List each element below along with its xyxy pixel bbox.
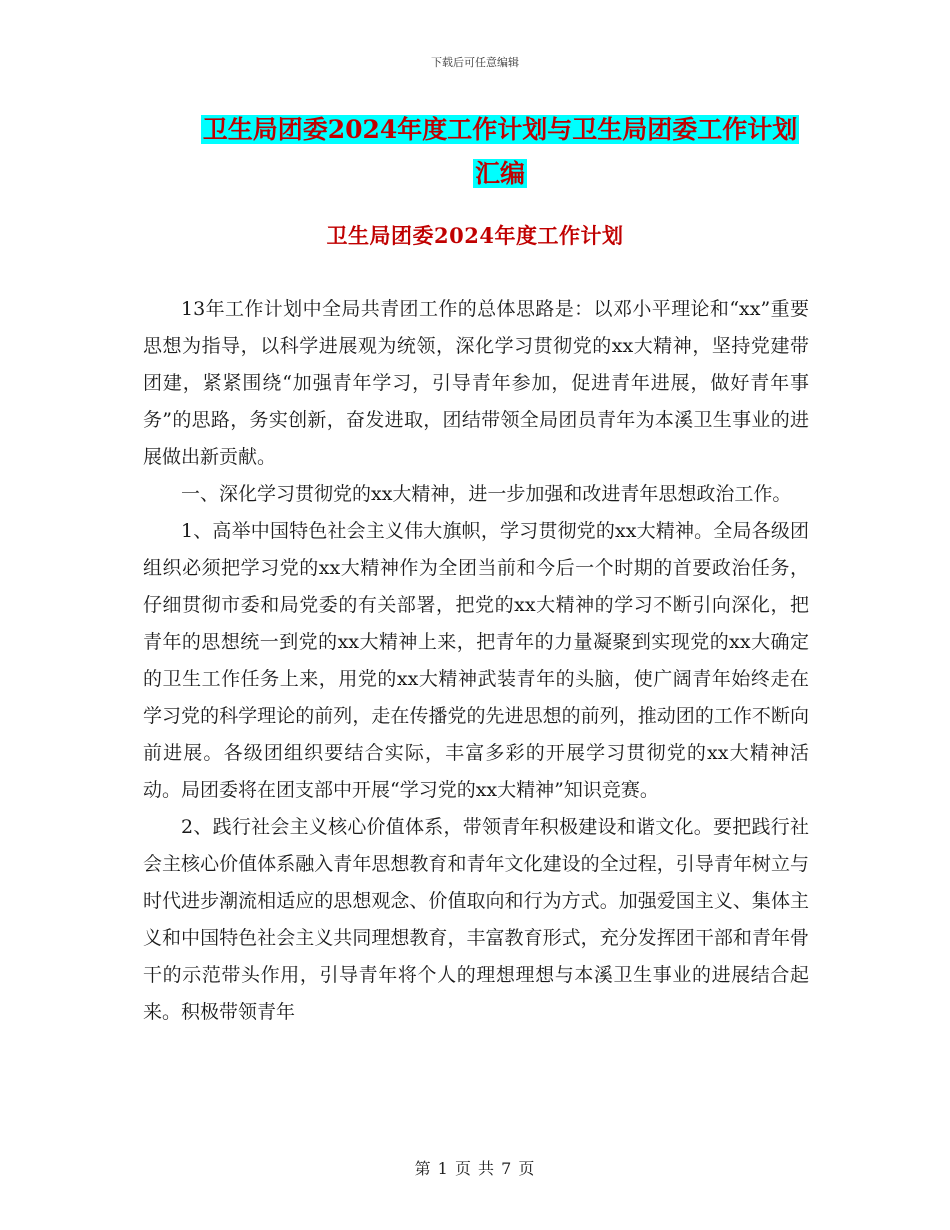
paragraph: 2、践行社会主义核心价值体系，带领青年积极建设和谐文化。要把践行社会主核心价值体系融入青年思想教育和青年文化建设的全过程，引导青年树立与时代进步潮流相适应的思想观念、价值取向和行为方式。加强爱国主义、集体主义和中国特色社会主义共同理想教育，丰富教育形式，充分发挥团干部和青年骨干的示范带头作用，引导青年将个人的理想理想与本溪卫生事业的进展结合起来。积极带领青年: [143, 816, 809, 1023]
document-main-title: [150, 108, 850, 196]
paragraph: 1、高举中国特色社会主义伟大旗帜，学习贯彻党的xx大精神。全局各级团组织必须把学习党的xx大精神作为全团当前和今后一个时期的首要政治任务，仔细贯彻市委和局党委的有关部署，把党的xx大精神的学习不断引向深化，把青年的思想统一到党的xx大精神上来，把青年的力量凝聚到实现党的xx大确定的卫生工作任务上来，用党的xx大精神武装青年的头脑，使广阔青年始终走在学习党的科学理论的前列，走在传播党的先进思想的前列，推动团的工作不断向前进展。各级团组织要结合实际，丰富多彩的开展学习贯彻党的xx大精神活动。局团委将在团支部中开展“学习党的xx大精神”知识竞赛。: [143, 520, 809, 801]
main-title-line-1: 卫生局团委2024年度工作计划与卫生局团委工作计划: [202, 115, 798, 144]
section-title: 卫生局团委2024年度工作计划: [326, 223, 624, 248]
paragraph: 一、深化学习贯彻党的xx大精神，进一步加强和改进青年思想政治工作。: [181, 483, 792, 505]
paragraph: 13年工作计划中全局共青团工作的总体思路是：以邓小平理论和“xx”重要思想为指导，以科学进展观为统领，深化学习贯彻党的xx大精神，坚持党建带团建，紧紧围绕“加强青年学习，引导青年参加，促进青年进展，做好青年事务”的思路，务实创新，奋发进取，团结带领全局团员青年为本溪卫生事业的进展做出新贡献。: [143, 298, 809, 468]
main-title-line-2: 汇编: [474, 159, 525, 188]
page-number-footer: 第 1 页 共 7 页: [414, 1159, 536, 1178]
header-note: 下载后可任意编辑: [431, 56, 519, 69]
document-body: [143, 291, 809, 1031]
